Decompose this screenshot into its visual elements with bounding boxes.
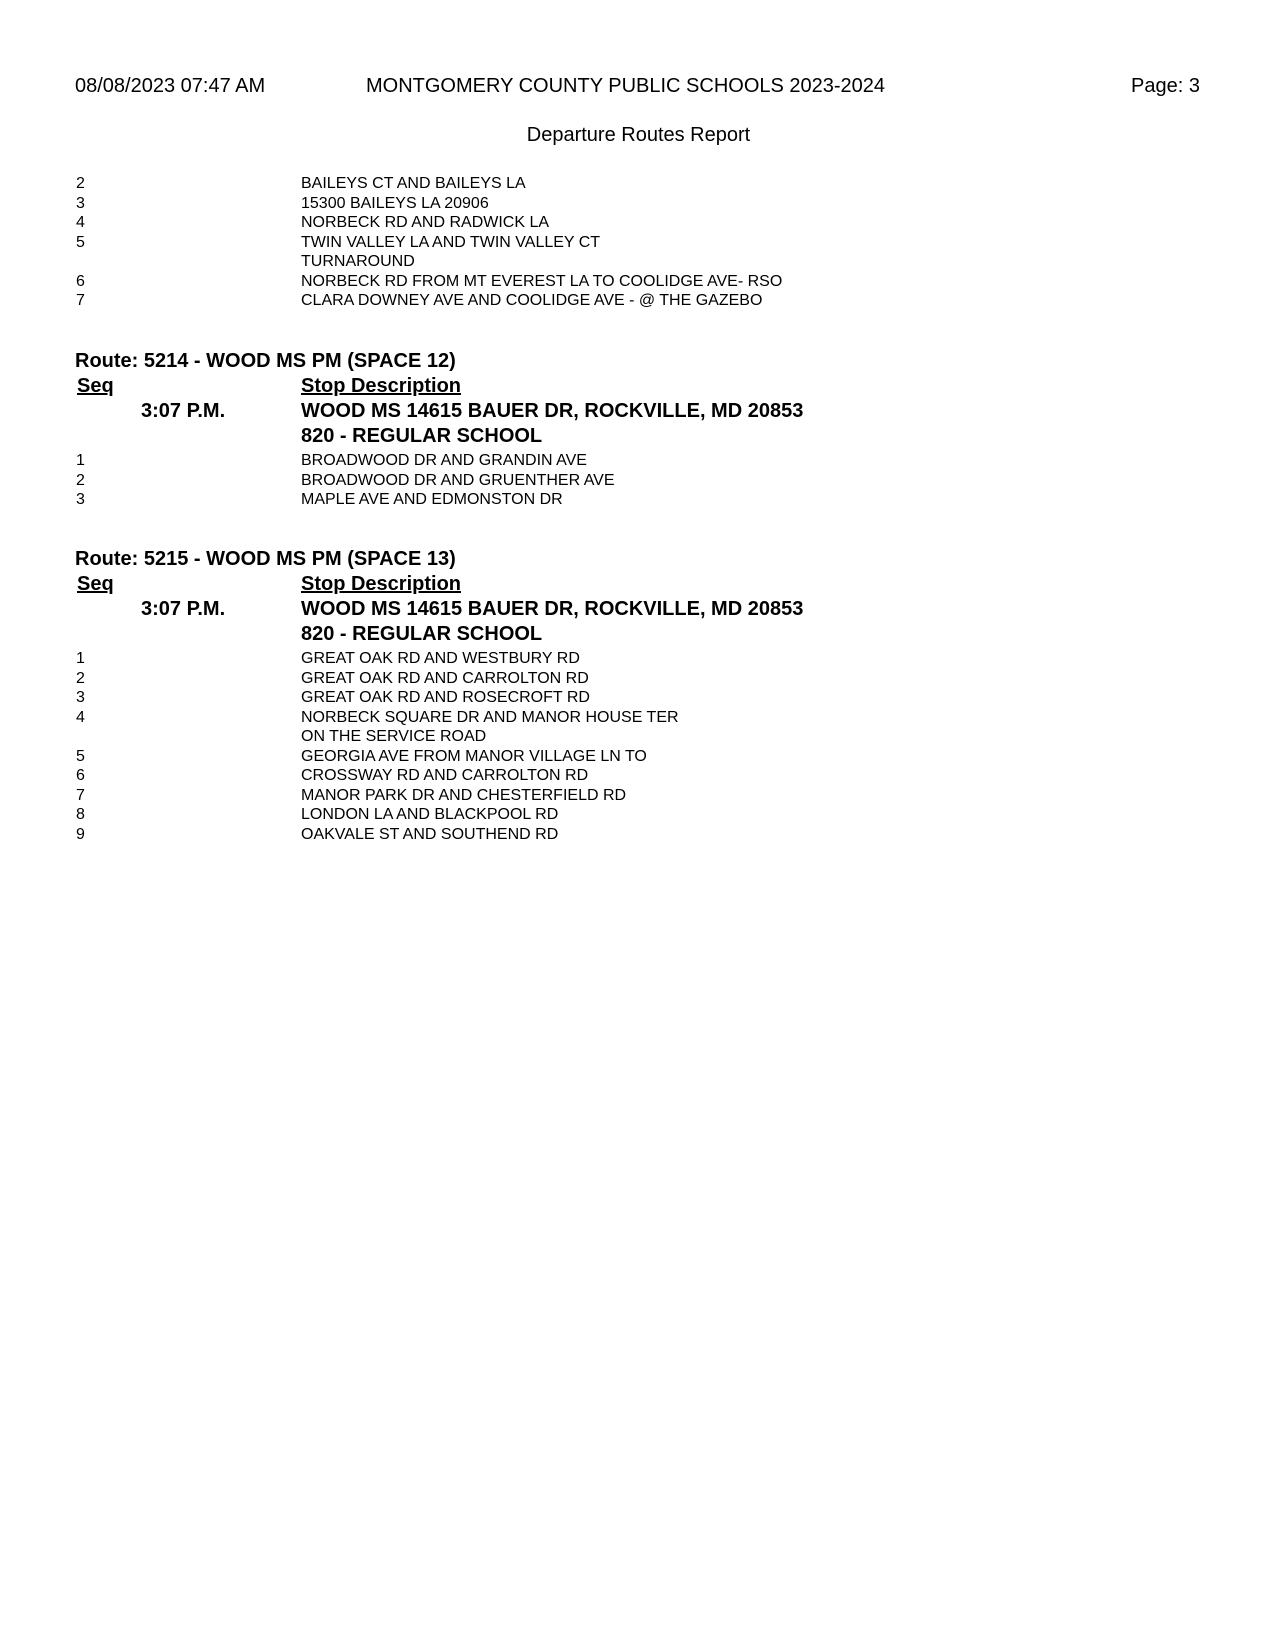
stop-row <box>0 291 1275 311</box>
stop-seq: 5 <box>76 233 85 251</box>
stop-row <box>0 708 1275 728</box>
stop-description: NORBECK SQUARE DR AND MANOR HOUSE TER <box>301 708 679 726</box>
stop-row <box>0 688 1275 708</box>
stop-description: ON THE SERVICE ROAD <box>301 728 487 745</box>
report-title: MONTGOMERY COUNTY PUBLIC SCHOOLS 2023-2024 <box>366 75 886 97</box>
stop-description: GREAT OAK RD AND WESTBURY RD <box>301 650 580 667</box>
stop-seq: 3 <box>76 491 85 508</box>
report-subtitle <box>0 124 1275 147</box>
stop-seq: 4 <box>76 708 85 726</box>
stop-seq: 9 <box>76 825 85 843</box>
report-subtitle-text: Departure Routes Report <box>526 124 751 146</box>
route-title: Route: 5215 - WOOD MS PM (SPACE 13) <box>75 548 456 570</box>
stop-seq: 6 <box>76 272 85 290</box>
stop-seq: 3 <box>76 689 85 706</box>
stop-row <box>0 747 1275 767</box>
stop-seq: 1 <box>76 452 85 469</box>
departure-time: 3:07 P.M. <box>141 598 226 620</box>
stop-seq: 4 <box>76 214 85 231</box>
stop-description: NORBECK RD AND RADWICK LA <box>301 214 550 231</box>
stop-description-column-header: Stop Description <box>301 375 462 397</box>
stop-description: 15300 BAILEYS LA 20906 <box>301 194 489 212</box>
stop-row <box>0 825 1275 845</box>
stop-row <box>0 233 1275 253</box>
page-number: Page: 3 <box>1131 75 1200 97</box>
stop-seq: 1 <box>76 650 85 667</box>
stop-row <box>0 174 1275 194</box>
stop-row <box>0 669 1275 689</box>
stop-seq: 7 <box>76 292 85 309</box>
stop-description: TWIN VALLEY LA AND TWIN VALLEY CT <box>301 233 601 251</box>
stop-seq: 6 <box>76 767 85 784</box>
school-address: WOOD MS 14615 BAUER DR, ROCKVILLE, MD 20853 <box>301 400 804 422</box>
seq-column-header: Seq <box>77 375 114 397</box>
stop-row <box>0 213 1275 233</box>
stop-description: BROADWOOD DR AND GRANDIN AVE <box>301 452 587 469</box>
stop-description: BAILEYS CT AND BAILEYS LA <box>301 175 526 192</box>
stop-description: BROADWOOD DR AND GRUENTHER AVE <box>301 471 615 489</box>
stop-seq: 7 <box>76 786 85 804</box>
stop-seq: 8 <box>76 806 85 823</box>
stop-description: LONDON LA AND BLACKPOOL RD <box>301 806 559 823</box>
school-type: 820 - REGULAR SCHOOL <box>301 623 543 645</box>
seq-column-header: Seq <box>77 573 114 595</box>
stop-row <box>0 727 1275 747</box>
stop-row <box>0 805 1275 825</box>
stop-row <box>0 490 1275 510</box>
stop-description: MANOR PARK DR AND CHESTERFIELD RD <box>301 786 627 804</box>
stop-description: NORBECK RD FROM MT EVEREST LA TO COOLIDGE AVE- RSO <box>301 272 783 290</box>
stop-seq: 5 <box>76 747 85 765</box>
stop-description: CROSSWAY RD AND CARROLTON RD <box>301 767 589 784</box>
stop-seq: 3 <box>76 194 85 212</box>
stop-description-column-header: Stop Description <box>301 573 462 595</box>
stop-description: GEORGIA AVE FROM MANOR VILLAGE LN TO <box>301 747 647 765</box>
route-title: Route: 5214 - WOOD MS PM (SPACE 12) <box>75 350 456 372</box>
stop-seq: 2 <box>76 471 85 489</box>
school-type: 820 - REGULAR SCHOOL <box>301 425 543 447</box>
stop-description: OAKVALE ST AND SOUTHEND RD <box>301 825 559 843</box>
stop-seq: 2 <box>76 175 85 192</box>
report-datetime: 08/08/2023 07:47 AM <box>75 75 266 97</box>
stop-description: TURNAROUND <box>301 253 415 270</box>
stop-row <box>0 766 1275 786</box>
stop-row <box>0 649 1275 669</box>
stop-row <box>0 272 1275 292</box>
school-address: WOOD MS 14615 BAUER DR, ROCKVILLE, MD 20853 <box>301 598 804 620</box>
stop-row <box>0 786 1275 806</box>
stop-row <box>0 194 1275 214</box>
stop-row <box>0 252 1275 272</box>
stop-description: MAPLE AVE AND EDMONSTON DR <box>301 491 563 508</box>
stop-row <box>0 471 1275 491</box>
stop-description: GREAT OAK RD AND CARROLTON RD <box>301 669 589 687</box>
stop-row <box>0 451 1275 471</box>
stop-description: GREAT OAK RD AND ROSECROFT RD <box>301 689 590 706</box>
stop-seq: 2 <box>76 669 85 687</box>
departure-time: 3:07 P.M. <box>141 400 226 422</box>
stop-description: CLARA DOWNEY AVE AND COOLIDGE AVE - @ THE GAZEBO <box>301 292 763 309</box>
